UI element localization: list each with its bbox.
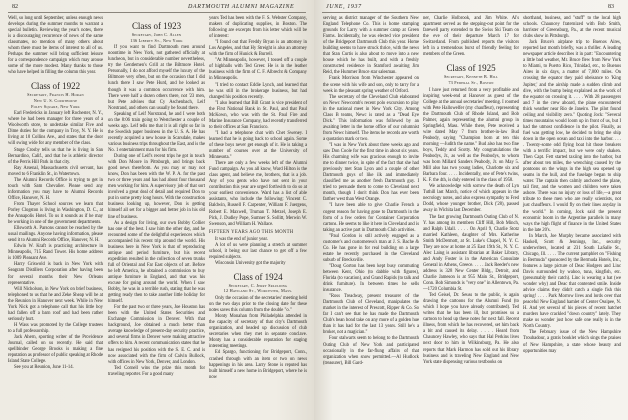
- paragraph: "Paul Gordon is still actively engaged as a customer's and customeress's man at J. S. Bache & Co. He has gone in for real building on a large estate he recently purchased in the Cleveland suburb of Brecksville.: [323, 233, 419, 263]
- paragraph: "At Minneapolis, however, I tossed off a couple of highballs with Ted Greer. He is in the leather business with the firm of C. F. Albrecht & Company in Minneapolis.: [209, 58, 307, 82]
- paragraph: Monty Monahan from Philadelphia attended in the capacity of secretary of that city's Dartmouth organization, and headed up discussion of club secretaries when they met in separate conclave. Monty has a considerable reputation for staging interesting meetings.: [209, 314, 307, 350]
- paragraph: It was the end of junior year.: [215, 236, 268, 242]
- column-1: [8, 16, 103, 371]
- paragraph: shorthand, business, and "stuff" to the local high schools. Chauncey fraternized with Bob Smith, barrister of Greensburg, Pa., at the recent musical clubs show in Pittsburgh.: [523, 16, 621, 40]
- secretary-line: Foley Square, New York: [31, 103, 80, 109]
- paragraph: Jack Ahern, sporting writer of the Providence Journal, called on us recently. He said that spellbinder George Brooks is making a fine reputation as professor of public speaking at Rhode Island State College.: [8, 334, 103, 365]
- header-rule: [8, 12, 306, 13]
- paragraph: From Thayer School sources we learn that Porley Clogston is living in Washington, D. C., at the Annapolis Hotel. To us it sounds as if he may be working in one of the government departments.: [8, 201, 103, 226]
- paragraph: We acknowledge with sorrow the death of Lyn Tuthill last March, notice of which appears in the necrology notes, and also express sympathy to Fred Dodd, whose younger brother, Dick ('28), passed away in Wichita last December.: [423, 184, 519, 214]
- paragraph: A lot of us were planning a stretch at summer school, it being our last chance to get off a few required subjects.: [209, 242, 307, 260]
- paragraph: In March, Joe Murphy became associated with Haskell, Scott & Jennings, Inc., security underwriters, located at 231 South LaSalle St., Chicago, Ill. . . . . The current pamphlet on "Fishing in Bermuda" sponsored by the Bermuda Hotels, Inc., features a large picture of Deac Hodgers and Linc Davis surrounded by wahoo, tuna, kingfish, etc. (presumably their catch). Linc is wearing a hat (we wonder why) and Deac that contented smile. Inside advice claims they didn't catch a single fish this spring! . . . . Park Morrow lives and lords over that peaceful New England hamlet of Center Ossipee, N. H. And yet several of his pieces of recent hatchet murders have crackled "down country" lately. They make us wonder just how safe one really is in the North Country.: [523, 233, 621, 330]
- paragraph: Ted Geisel, Dr. Seuss to the public, is again drawing the cartoons for the Alumni Fund (to which I hope you have already contributed). Ted writes that he has been ill, but promises us a cartoon to head up these notes for next fall. Recent illness, from which he has recovered, set him back a bit and caused its delay. . . . . Heard from Chauncey Hawley, who says that Hal Perkins lives next door to him in Wilkinsburg, Pa. He also reports that Mark Harmon has sold out his library business and is traveling New England and New York state dispensing various textbooks on: [423, 293, 519, 365]
- paragraph: The Alumni Records Office is trying to get in touch with Sam Chevalier. Please send any information you may have to Alumni Records Office, Hanover, N. H.: [8, 177, 103, 201]
- paragraph: Frank Morrison from Winchester appeared on the scene with his wife and son, only to tarry for a week in the pleasant spring weather of Orford.: [323, 76, 419, 94]
- section-subheading: FIFTEEN YEARS AGO THIS MONTH: [209, 229, 294, 235]
- paragraph: Ted Cornell wins the prize this month for traveling reporter. For a good many: [108, 365, 205, 377]
- paragraph: "Doug Gorton has been kept busy commuting between Kent, Ohio (to dabble with figures), Florida (to vacation), and Grand Rapids (to talk and drink furniture). In between times he sells insurance.: [323, 263, 419, 294]
- running-head-issue-date: JUNE, 1937: [326, 4, 362, 10]
- paragraph: Harry Griswold is back in New York with Seagram Distillers Corporation after having been for several months their New Orleans representative.: [8, 262, 103, 286]
- secretary-line: New U. S. Courthouse: [33, 98, 78, 104]
- paragraph: "I also learned that Bill Grant is vice president of the First National Bank in St. Paul, and that Paul McKown, who was with the St. Paul Fire and Marine Insurance Company, had recently transferred to their offices at San Francisco.: [209, 100, 307, 130]
- paragraph: Earl Fredericks in January left Rochester, N. Y., where he had been manager for three years of a Woolworth store, to undertake similar Five and Dime duties for the company in Troy, N. Y. He is living at 10 Collins Ave., and states that the door will swing wide for any member of the class.: [8, 111, 103, 147]
- header-rule: [322, 12, 620, 13]
- paragraph: ner, Charlie Holbrook, and Jim White. Al's apartment served as the stepping-out point for the farewell party extended to the Swiss Ski Team on the eve of their departure March 17 for Switzerland. From published reports the visitors left in a tremendous burst of friendly feeling for members of the Green.: [423, 16, 519, 58]
- paragraph: "I tried to contact Eddie Lynch, and learned that he was still in the brokerage business, but had changed his position recently.: [209, 82, 307, 100]
- paragraph: During one of Leif's recent trips he got in touch with Don Moore in Pittsburgh, and brings back good news therefrom. As you may or may not know, Don has been with the W. P. A. for the past two or three years and has had about four thousand men working for him. A supervisory job of that sort involved a great deal of detail and required Don to put in some pretty long hours. With the construction business looking up, however, Don is getting himself all set for a bigger and better job in his old line of business.: [108, 154, 205, 220]
- column-4: [323, 16, 419, 367]
- column-5: [423, 16, 519, 366]
- secretary-line: Secretary, John C. Allen: [131, 32, 182, 37]
- secretary-line: 136 Liberty St., New York: [130, 37, 183, 43]
- paragraph: If you want to find Dartmouth men around noontime in New York, not gathered officially at luncheon, but in considerable number nevertheless, try the Gentlemen's Grill at the Biltmore Hotel. Personally, I do not afford myself the luxury of the Biltmore very often, but on the occasion that I did lunch there I saw Pete Hurd, and he looked as though it was a common occurrence with him. There were half a dozen others there, not '23 men, but Pete advises that Cy Aschenbach, Leif Norstrand, and others can usually be found there.: [108, 45, 205, 111]
- paragraph: I have just returned from a very profitable and inspiring week-end at Hanover as guest of the College at the annual secretaries' meeting. I roomed with Pete Hallowelfer (my chauffeur), representing the Dartmouth Club of Rhode Island, and Bob Palmer, again representing the alumni group in Springfield, Mass. While there, Pete received a wire dated May 7 from brother-in-law Bud Peabody, saying "Champion born at ten this morning —Judith the name." Bud also has two fine boys, Teddy and Scotty. My congratulations the Peabodys, Jr., as well as the Peabodys, to whom was born Millard Sanders Peabody, Jr. on May 5. Mill also has two young ladies, Charlotte six and Barbara four. . . . . Incidentally, one of Pete's twins, K. F. the 4th, is duly entered in the class of 1958.: [423, 87, 519, 184]
- paragraph: Ed Spargo, functioning for Bridgeport, Conn., crashed through with an item or two on news happenings in his area. Larry Stone is reputed has built himself a new home in Bridgeport, where he is now: [209, 350, 307, 380]
- secretary-line: Secretary, Kenneth B. Hill: [443, 74, 499, 80]
- paragraph: "I have been able to give Charlie French a cogent reason for having gone to Dartmouth in the form of a few orders for Container Corporation cartons. He seems to like it here in Cleveland and is taking an active part in Dartmouth Club activities.: [323, 203, 419, 233]
- secretary-line: 12 Haviland St., Worcester, Mass.: [223, 288, 293, 294]
- right-page: [314, 0, 628, 420]
- paragraph: Stuge Crosby tells us that he is living in San Bernardino, Calif., and that he is athletic director of the Perris Hill Park in that city.: [8, 147, 103, 165]
- paragraph: "I had a telephone chat with Chet Sweney. I learned that he is going back to school again. Some of these boys never get enough of it. He is taking a number of courses over at the University of Minnesota.": [209, 130, 307, 161]
- page-number-left: 82: [12, 4, 18, 10]
- class-heading: Class of 1924: [233, 271, 283, 282]
- paragraph: Wisconsin University got the majority: [215, 260, 286, 266]
- class-heading: Class of 1922: [30, 81, 81, 92]
- paragraph: The fast growing Dartmouth Outing Club of N. Y. has among its members Cliff Hill, Bob Minch, and Ralph Udall. . . . . On April 9, Charlie Stotz married Kathleen, daughter of Mrs. Katherine Smith McDermott, at St. Luke's Chapel, N. Y. C. They are now at home at 25 East 19th St., N. Y. C. Alec Laing is assistant librarian at Baker Library, and Andy Foster is in the American Consulate General in Athens, Greece. . . . . Jack Reeder's new address is 328 New Center Bldg., Detroit, and Charlie Jameson is at 955 Main St., Bridgeport, Conn. Bob Simonds is "very one" in Allentown, Pa.—1720 Columbia St.: [423, 214, 519, 293]
- paragraph: years Ted has been with the F. S. Webster Company, makers of duplicating supplies, in Boston. The following are excerpts from his letter which will be of interest:: [209, 16, 307, 40]
- secretary-line: 73 Federal St., Boston: [448, 79, 494, 85]
- paragraph: Ray Arsenal, Massachusetts civil servant, has moved to 6 Franklin St., in Watertown.: [8, 165, 103, 177]
- paragraph: H Wass was promoted by the College trustees to a full professorship.: [8, 322, 103, 334]
- paragraph: "Ross Treadway, present treasurer of the Dartmouth Club of Cleveland, manipulates the market in the interest of Prescott, Ripper & Co. So far I can't see that he has made the Dartmouth Club's bean bond take on any more of a golden hue than it has had for the last 13 years. Still he's a broker, not a magician.": [323, 294, 419, 336]
- paragraph: "I was in New York about three weeks ago and saw Don Coole for the first time in about six years. His charming wife was gracious enough to invite me to dinner twice, in spite of the fact that she had previously met Stan Lyon and a couple of other Dartmouth guys of like ilk and immediately classified me as another fresh Dartmouth guy. I tried to persuade them to come to Cleveland next month, though I don't think Don has ever been farther west than West Orange.: [323, 142, 419, 203]
- class-heading: Class of 1923: [131, 21, 182, 31]
- paragraph: serving as district manager of the Southern New England Telephone Co. This is home stamping grounds for Larry with a summer camp at Green Farms. Incidentally, he was elected vice president of the Bridgeport Dartmouth Club this year. Home building seems to have struck thrice, with the news that Stan Curtis is also about to move into a new house which he has built, and with a freshly constructed residence in Stamford awaiting Jim Reid, the Hummer Bruce star salesman.: [323, 16, 419, 76]
- paragraph: Edwin W. Kraft is practicing architecture in Minneapolis, 715 Rand Tower. His home address is 1009 Pleasant Ave.: [8, 244, 103, 262]
- column-3: [209, 16, 307, 381]
- paragraph: Four stalwarts seem to belong to the Dartmouth Outing Club of New York and participated occasionally in the far-flung affairs of that organization when snow permitted.—Al Hudlock (treasurer), Bill Gard-: [323, 336, 419, 366]
- page-number-right: 83: [608, 4, 614, 10]
- paragraph: There are only a few weeks left of the Alumni Fund campaign. As you all know, Ward Hilton is the class agent, and believe me, brothers, that is a job. Any of you gents who have not sent in your contribution this year are urged forthwith to do so at your earliest convenience. Ward has a list of able assistants, who include the following: Vincent C. Baldwin, Russell F. Carpenter, William F. Juergens, Robert E. Maxwell, Truman T. Metzel, Joseph E. Pick, J. Dudley Pope, Sumner S. Sollitt, Merwin W. Swenson, and William H. Wallace.: [209, 161, 307, 227]
- paragraph: Will Nicholson, in New York on brief business, telephoned to us that he and Zeke Sheap will be at the Reunion in Hanover next week. While in New York Nick got a telephone call that his little boy had fallen off a barn roof and had been rather seriously hurt.: [8, 286, 103, 322]
- paragraph: The secretary of the Cleveland Club elaborated on Newc Newcomb's recent polo excursion to play in the national meet in New York City. Among Class B teams, Newc is rated as a "Dead Eye Dick." This information was followed by an awaiting letter in the home office of our columnist from Newc himself. The items he records are worth a quotation mark or two.: [323, 94, 419, 142]
- column-2: [108, 16, 205, 378]
- secretary-line: Secretary, Francis H. Horan: [27, 92, 84, 98]
- paragraph: Jack Bruce's airplane trip to Buenos Aires, reported last month briefly, was a thriller. A leading newspaper article describes it in part: "Encountering a little bad weather, Mr. Bruce flew from New York to Miami, to Puerto Rico, Trinidad, etc., to Buenos Aires in six days, a matter of 7,000 miles. On crossing the equator they paid obeisance to 'King Jupiter,' and the airship made a sudden climb and dive, with the bump being explained as the work of the equator on crossing it. . . . . With 28 passengers and 7 in the crew aboard, the plane encountered thick weather near Rio de Janeiro. The pilot found ceiling and visibility zero." Quoting Jock: "Several times mountains would loom up in front of us, but I had the utmost confidence in the pilot. Finally, as fuel was getting low, he decided to bring the ship down in the open ocean and taxi into the harbor. . . . . Twenty-some odd flying boat hit those breakers with a terrific impact, but we were only shaken. Then Capt. Fett started taxiing into the harbor, but after about ten miles, the wrenching caused by the pontoons on the wings in the high sea opened up seams in the hull, and the fuselage began to ship water. The captain then calmly anchored the plane, tail first, and the women and children were taken ashore. There was no injury or loss of life,—a great tribute to these men who are really scientists, not just chauffeurs. I would fly on their lines anyday in the world." In coming, Jock said the present economic boom in the Argentine parallels in many ways the high flight of finance in the United States in the late 20's.: [523, 40, 621, 233]
- running-head-magazine-title: DARTMOUTH ALUMNI MAGAZINE: [188, 4, 295, 10]
- paragraph: Speaking of Leif Norstrand, he and I were both on the 8:06 train going to Westchester a couple of weeks ago. Leif tells me that it is all right so far in the Swedish paper business in the U. S. A. He has recently acquired a new house in Scarsdale, makes various business trips throughout the East, and is the No. 1 entertainment man for his firm.: [108, 111, 205, 153]
- paragraph: For the past two or three years, Joe Houston has been with the United States Securities and Exchange Commission in Denver. With that background, Joe obtained a much better than average knowledge of present-day security practice, and several firms in Denver were making attractive offers to him. A recent communication states that he has resigned his position with the S. E. C. and is now associated with the firm of Calvin Bullock, with offices in New York, Denver, and London.: [108, 305, 205, 365]
- secretary-line: Secretary, C. Jerry Spaulding: [228, 282, 288, 288]
- paragraph: The February issue of the New Hampshire Troubadour, a gratis booklet which sings the praises of New Hampshire, a state whose beauty and opportunities may: [523, 330, 621, 354]
- class-heading: Class of 1925: [446, 63, 496, 74]
- paragraph: Ellsworth A. Parsons cannot be reached by the usual mailings. Anyone having information, please send it to Alumni Records Office, Hanover, N. H.: [8, 226, 103, 244]
- paragraph: Well, so long until September, unless enough news develops during the summer months to warrant a special bulletin. Reviewing the year's notes, there is a discouraging recurrence of news of the same classmates, no mention of many others about whom there must be items of interest to all of us. Perhaps the summer will bring sufficient leisure for a correspondence campaign which may arouse some of the more modest. Many thanks to those who have helped in filling the column this year.: [8, 16, 103, 76]
- paragraph: Only the occasion of the secretaries' meeting held on the two days prior to the closing date for these notes saves this column from the double "o.": [209, 296, 307, 314]
- column-6: [523, 16, 621, 355]
- paragraph: As a design for living, our own Bobby Collier has one of the best. I saw him the other day, and he recounted some of the delightful experiences which accompanied his recent trip around the world. His business here in New York is that of reproducing antique and period furniture, but his recent expedition resulted in the collection of seven trunks full of Oriental and Far East objects of art. Before he left America, he obtained a commission to buy antique furniture in England, and that was his excuse for going around the world. When I saw Bobby, he was in a terrible rush, stating that he was getting ready then to take another little holiday for himself.: [108, 220, 205, 305]
- paragraph: "I found out that Freddy Bryan is an attorney in Los Angeles, and that Hy Streight is also an attorney with the firm of Hunick & Burrell.: [209, 40, 307, 58]
- paragraph: See you at Reunion, June 11-14.: [14, 365, 74, 371]
